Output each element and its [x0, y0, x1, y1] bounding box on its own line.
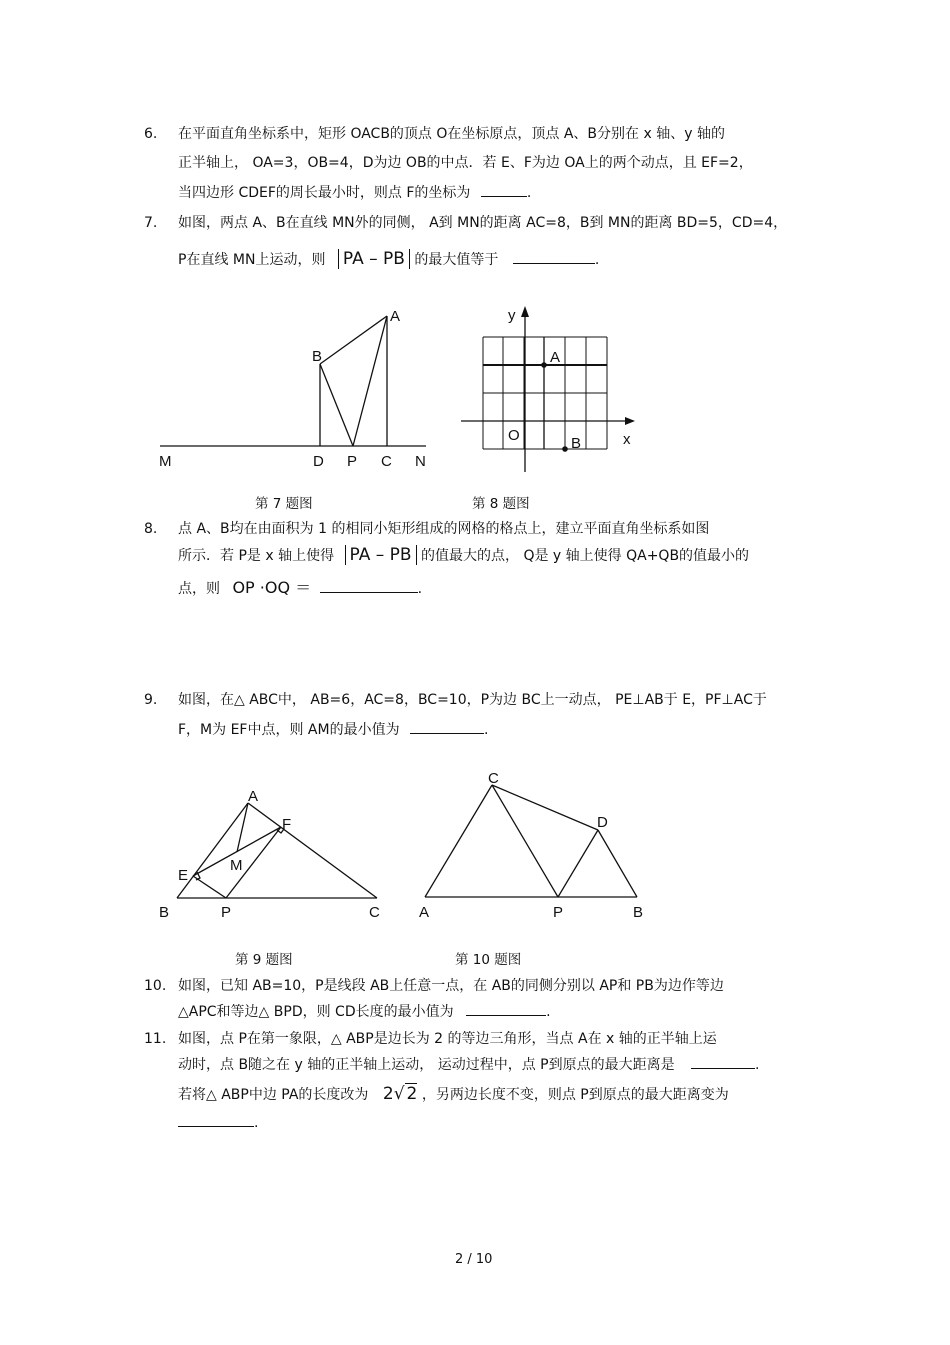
label-P: P [221, 904, 232, 921]
q7-line1: 如图，两点 A、B在直线 MN外的同侧， A到 MN的距离 AC=8，B到 MN的距离 BD=5，CD=4， [178, 215, 788, 231]
q6-line1: 在平面直角坐标系中，矩形 OACB的顶点 O在坐标原点，顶点 A、B分别在 x 轴、y 轴的 [178, 126, 725, 142]
q10-line2-text: △APC和等边△ BPD，则 CD长度的最小值为 [178, 1004, 454, 1020]
q11-line3 [178, 1084, 729, 1105]
q11-number: 11. [144, 1031, 167, 1047]
q8-line3 [178, 578, 422, 599]
q7-period: . [594, 252, 600, 268]
q10-line2 [178, 1001, 551, 1022]
q7-answer-blank [513, 249, 595, 264]
label-D: D [597, 814, 608, 831]
label-B: B [312, 348, 323, 365]
q8-period: . [417, 581, 423, 597]
q6-line3 [178, 182, 531, 203]
label-C: C [369, 904, 380, 921]
label-A: A [390, 308, 401, 325]
q8-abs-expression: PA – PB [345, 545, 417, 565]
label-B: B [571, 435, 582, 452]
segment-PD [558, 830, 598, 897]
segment-CD [492, 785, 598, 830]
q9-number: 9. [144, 692, 158, 708]
q7-line2 [178, 249, 599, 270]
sqrt-coefficient: 2 [382, 1084, 394, 1104]
q11-answer-blank-2 [178, 1112, 254, 1127]
figure-10 [410, 760, 660, 930]
figure-9-caption: 第 9 题图 [235, 952, 293, 968]
segment-AC [425, 785, 492, 897]
q10-answer-blank [466, 1001, 546, 1016]
sqrt-radicand: 2 [406, 1084, 418, 1104]
figure-9 [150, 770, 400, 930]
q8-line2-text: 所示．若 P是 x 轴上使得 [178, 548, 335, 564]
q11-sqrt-expression: 2√ 2 [382, 1084, 418, 1104]
q11-line2 [178, 1054, 760, 1075]
label-M: M [230, 857, 243, 874]
figure-7 [150, 300, 440, 480]
q10-period: . [546, 1004, 551, 1020]
label-N: N [415, 453, 426, 470]
figure-7-caption: 第 7 题图 [255, 496, 313, 512]
q10-line1: 如图，已知 AB=10，P是线段 AB上任意一点，在 AB的同侧分别以 AP和 PB为边作等边 [178, 978, 724, 994]
figure-10-caption: 第 10 题图 [455, 952, 522, 968]
q8-line1: 点 A、B均在由面积为 1 的相同小矩形组成的网格的格点上，建立平面直角坐标系如图 [178, 521, 710, 537]
segment-DB [598, 830, 637, 897]
x-axis-arrow [625, 417, 635, 425]
segment-CP [492, 785, 558, 897]
segment-BP [320, 364, 353, 446]
q9-line2-text: F，M为 EF中点，则 AM的最小值为 [178, 722, 400, 738]
q8-line2 [178, 545, 749, 566]
q8-expression: OP ·OQ ＝ [232, 578, 312, 597]
label-B: B [633, 904, 644, 921]
q10-number: 10. [144, 978, 167, 994]
q7-number: 7. [144, 215, 158, 231]
y-axis-arrow [521, 306, 529, 317]
q8-answer-blank [320, 578, 418, 593]
label-A: A [550, 349, 561, 366]
label-P: P [553, 904, 564, 921]
point-A [541, 362, 547, 368]
label-x: x [623, 431, 631, 448]
point-B [562, 446, 568, 452]
q11-period-2: . [254, 1115, 259, 1131]
q11-line4 [178, 1112, 258, 1133]
q8-number: 8. [144, 521, 158, 537]
q11-answer-blank-1 [691, 1054, 755, 1069]
q6-answer-blank [481, 182, 527, 197]
q6-number: 6. [144, 126, 158, 142]
label-D: D [313, 453, 324, 470]
label-M: M [159, 453, 172, 470]
label-F: F [282, 816, 292, 833]
page-number: 2 / 10 [455, 1252, 493, 1267]
label-B: B [159, 904, 170, 921]
q7-line2-text: P在直线 MN上运动，则 [178, 252, 326, 268]
label-y: y [508, 307, 516, 324]
label-C: C [488, 770, 499, 787]
q9-period: . [484, 722, 489, 738]
figure-8 [455, 300, 645, 480]
grid [483, 337, 607, 449]
label-P: P [347, 453, 358, 470]
segment-AP [353, 316, 387, 446]
segment-AC [248, 803, 377, 898]
label-E: E [178, 867, 189, 884]
q7-abs-expression: PA – PB [338, 249, 410, 269]
q6-period: . [526, 185, 532, 201]
q8-line3-text: 点，则 [178, 581, 220, 597]
q9-line1: 如图，在△ ABC中， AB=6，AC=8，BC=10，P为边 BC上一动点， PE⊥AB于 E，PF⊥AC于 [178, 692, 767, 708]
q8-line2-text-b: 的值最大的点， Q是 y 轴上使得 QA+QB的值最小的 [421, 548, 750, 564]
label-O: O [508, 427, 520, 444]
label-A: A [248, 788, 259, 805]
figure-8-caption: 第 8 题图 [472, 496, 530, 512]
q11-line3-text: 若将△ ABP中边 PA的长度改为 [178, 1087, 369, 1103]
q11-line3-text-b: ，另两边长度不变，则点 P到原点的最大距离变为 [421, 1087, 729, 1103]
q7-line2-text-b: 的最大值等于 [414, 252, 499, 268]
q11-line1: 如图，点 P在第一象限，△ ABP是边长为 2 的等边三角形，当点 A在 x 轴的正半轴上运 [178, 1031, 717, 1047]
q11-line2-text: 动时，点 B随之在 y 轴的正半轴上运动， 运动过程中，点 P到原点的最大距离是 [178, 1057, 675, 1073]
label-A: A [419, 904, 430, 921]
q9-line2 [178, 719, 489, 740]
q6-line3-text: 当四边形 CDEF的周长最小时，则点 F的坐标为 [178, 185, 471, 201]
q9-answer-blank [410, 719, 484, 734]
q6-line2: 正半轴上， OA=3，OB=4，D为边 OB的中点．若 E、F为边 OA上的两个动点，且 EF=2， [178, 155, 753, 171]
q11-period-1: . [755, 1057, 760, 1073]
label-C: C [381, 453, 392, 470]
